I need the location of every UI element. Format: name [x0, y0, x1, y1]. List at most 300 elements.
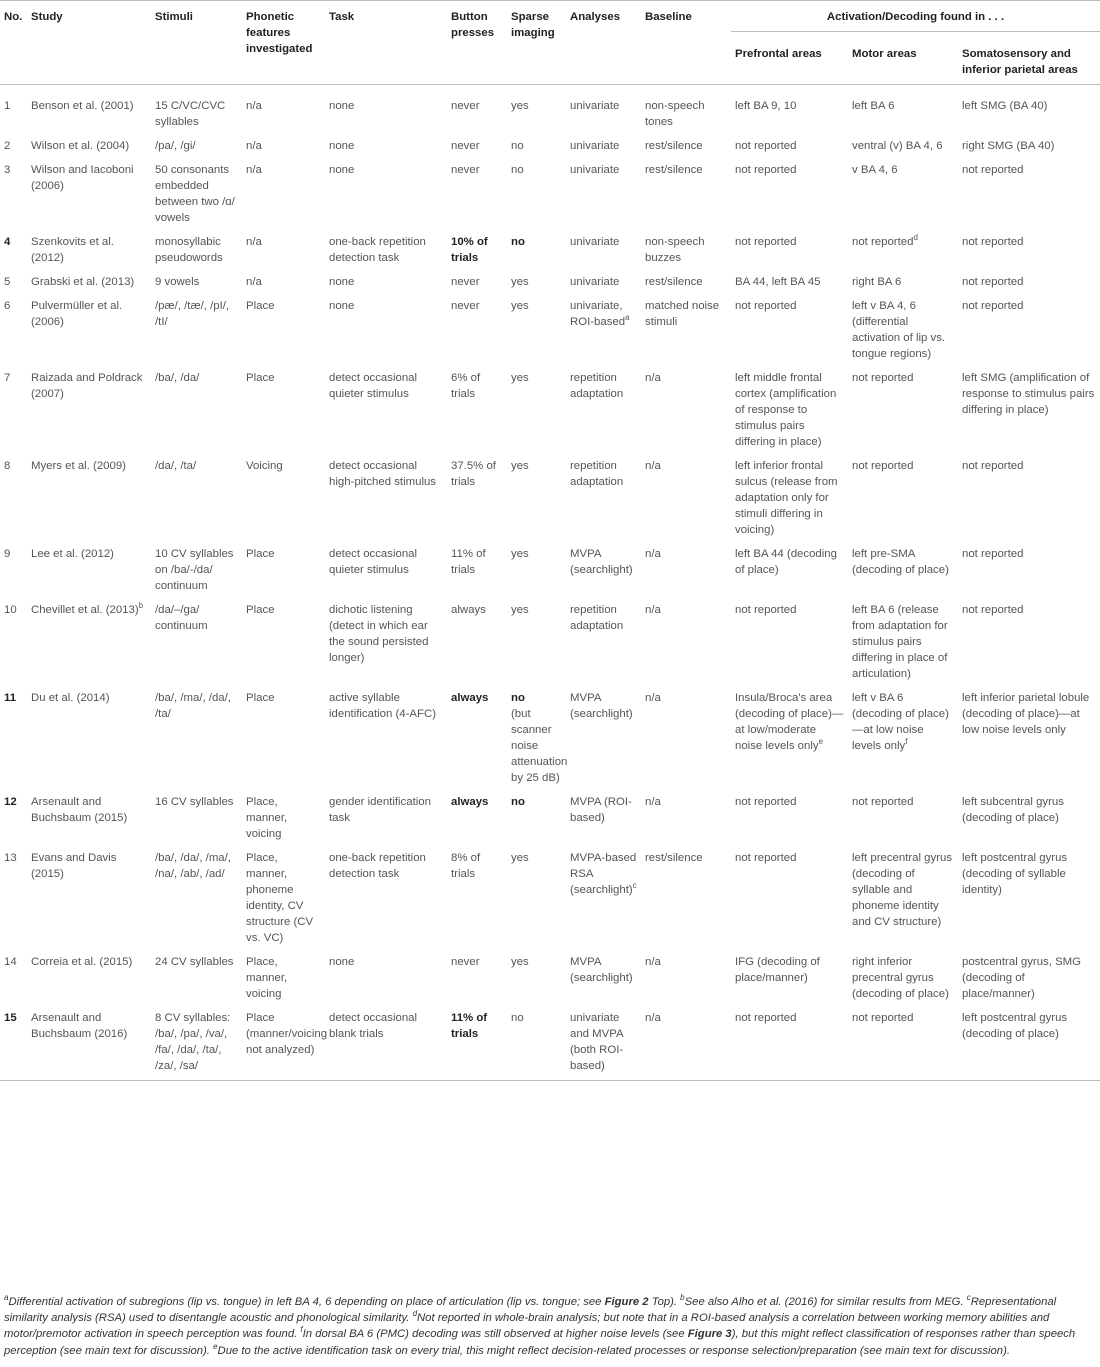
- cell-no-text: 14: [4, 956, 17, 968]
- cell-sparse: [507, 130, 566, 154]
- cell-phonetic-text: n/a: [246, 100, 262, 112]
- cell-motor-text: left BA 6 (release from adaptation for stimulus pairs differing in place of articulation): [852, 604, 948, 680]
- cell-task: [325, 362, 447, 450]
- cell-somato-text: left postcentral gyrus (decoding of place): [962, 1012, 1068, 1040]
- cell-analyses-text: univariate: [570, 276, 620, 288]
- cell-analyses-footnote-mark: a: [625, 313, 630, 323]
- footnote-a-mark: a: [4, 1293, 9, 1303]
- header-prefrontal: Prefrontal areas: [735, 48, 822, 60]
- table-body: [0, 85, 1100, 1081]
- cell-study-text: Evans and Davis (2015): [31, 852, 117, 880]
- cell-baseline-text: n/a: [645, 1012, 661, 1024]
- cell-somato: [958, 682, 1100, 786]
- cell-button: [447, 226, 507, 266]
- cell-motor: [848, 682, 958, 786]
- cell-stimuli-text: /pa/, /gi/: [155, 140, 196, 152]
- cell-baseline: [641, 946, 731, 1002]
- footnote-e-mark: e: [213, 1341, 218, 1351]
- table-row: [0, 290, 1100, 362]
- cell-study-text: Pulvermüller et al. (2006): [31, 300, 123, 328]
- cell-phonetic: [242, 946, 325, 1002]
- cell-button: [447, 594, 507, 682]
- cell-no: [0, 362, 27, 450]
- cell-somato: [958, 85, 1100, 131]
- cell-button: [447, 154, 507, 226]
- cell-task-text: gender identification task: [329, 796, 431, 824]
- table-row: [0, 226, 1100, 266]
- cell-analyses: [566, 266, 641, 290]
- cell-sparse-text: yes: [511, 604, 529, 616]
- cell-motor: [848, 786, 958, 842]
- cell-somato: [958, 786, 1100, 842]
- cell-no: [0, 842, 27, 946]
- cell-task-text: none: [329, 100, 355, 112]
- cell-motor: [848, 538, 958, 594]
- cell-study-text: Raizada and Poldrack (2007): [31, 372, 143, 400]
- cell-somato-text: left postcentral gyrus (decoding of syllable identity): [962, 852, 1068, 896]
- cell-stimuli-text: 24 CV syllables: [155, 956, 234, 968]
- cell-analyses-text: univariate and MVPA (both ROI-based): [570, 1012, 624, 1072]
- cell-analyses: [566, 946, 641, 1002]
- cell-no-text: 5: [4, 276, 11, 288]
- cell-sparse: [507, 85, 566, 131]
- header-button-presses: Button presses: [451, 11, 495, 39]
- cell-stimuli: [151, 594, 242, 682]
- cell-motor-text: right BA 6: [852, 276, 902, 288]
- cell-study: [27, 786, 151, 842]
- cell-task: [325, 946, 447, 1002]
- cell-phonetic-text: Place, manner, phoneme identity, CV structure (CV vs. VC): [246, 852, 314, 944]
- cell-analyses-text: repetition adaptation: [570, 460, 624, 488]
- cell-study-text: Myers et al. (2009): [31, 460, 126, 472]
- table-footnotes: [4, 1294, 1096, 1359]
- cell-task: [325, 594, 447, 682]
- cell-baseline-text: rest/silence: [645, 164, 703, 176]
- cell-analyses-text: univariate: [570, 236, 620, 248]
- cell-no: [0, 226, 27, 266]
- cell-motor: [848, 362, 958, 450]
- cell-phonetic: [242, 682, 325, 786]
- footnote-f-figure-ref: Figure 3: [687, 1328, 732, 1341]
- cell-button: [447, 946, 507, 1002]
- cell-task: [325, 682, 447, 786]
- cell-somato: [958, 266, 1100, 290]
- cell-sparse-text: no: [511, 236, 525, 248]
- cell-study-text: Chevillet et al. (2013): [31, 604, 139, 616]
- cell-sparse: [507, 538, 566, 594]
- cell-task: [325, 842, 447, 946]
- cell-no-text: 11: [4, 692, 17, 704]
- cell-button-text: never: [451, 164, 480, 176]
- cell-button-text: never: [451, 956, 480, 968]
- cell-somato-text: left subcentral gyrus (decoding of place): [962, 796, 1064, 824]
- cell-motor: [848, 266, 958, 290]
- cell-prefrontal-text: left BA 9, 10: [735, 100, 797, 112]
- cell-sparse: [507, 154, 566, 226]
- cell-stimuli-text: /ba/, /ma/, /da/, /ta/: [155, 692, 231, 720]
- cell-task: [325, 226, 447, 266]
- cell-phonetic: [242, 130, 325, 154]
- cell-button: [447, 842, 507, 946]
- cell-motor-footnote-mark: d: [913, 233, 918, 243]
- cell-phonetic: [242, 154, 325, 226]
- cell-sparse-text: no: [511, 796, 525, 808]
- cell-prefrontal-text: not reported: [735, 852, 797, 864]
- cell-analyses: [566, 226, 641, 266]
- cell-somato: [958, 226, 1100, 266]
- cell-motor: [848, 130, 958, 154]
- cell-baseline-text: n/a: [645, 372, 661, 384]
- cell-baseline-text: matched noise stimuli: [645, 300, 720, 328]
- cell-somato: [958, 450, 1100, 538]
- cell-task: [325, 266, 447, 290]
- cell-analyses: [566, 682, 641, 786]
- cell-sparse-text: yes: [511, 100, 529, 112]
- cell-sparse: [507, 786, 566, 842]
- cell-stimuli-text: 8 CV syllables: /ba/, /pa/, /va/, /fa/, /da/, /ta/, /za/, /sa/: [155, 1012, 231, 1072]
- cell-prefrontal-text: not reported: [735, 300, 797, 312]
- cell-motor: [848, 594, 958, 682]
- cell-study: [27, 1002, 151, 1081]
- cell-baseline: [641, 85, 731, 131]
- cell-phonetic: [242, 362, 325, 450]
- cell-prefrontal: [731, 538, 848, 594]
- cell-button-text: always: [451, 604, 486, 616]
- cell-stimuli: [151, 226, 242, 266]
- cell-analyses-text: univariate: [570, 100, 620, 112]
- cell-study-text: Arsenault and Buchsbaum (2016): [31, 1012, 128, 1040]
- table-row: [0, 154, 1100, 226]
- cell-analyses-text: MVPA-based RSA (searchlight): [570, 852, 637, 896]
- cell-somato: [958, 842, 1100, 946]
- cell-prefrontal-text: not reported: [735, 140, 797, 152]
- cell-sparse: [507, 946, 566, 1002]
- cell-task-text: detect occasional blank trials: [329, 1012, 418, 1040]
- cell-no-text: 2: [4, 140, 11, 152]
- cell-somato: [958, 154, 1100, 226]
- cell-analyses: [566, 1002, 641, 1081]
- cell-analyses: [566, 842, 641, 946]
- cell-baseline: [641, 266, 731, 290]
- cell-no: [0, 946, 27, 1002]
- cell-baseline-text: n/a: [645, 548, 661, 560]
- cell-somato-text: not reported: [962, 460, 1024, 472]
- cell-baseline-text: n/a: [645, 956, 661, 968]
- cell-stimuli: [151, 946, 242, 1002]
- cell-somato-text: postcentral gyrus, SMG (decoding of place/manner): [962, 956, 1082, 1000]
- footnote-a-text: Differential activation of subregions (lip vs. tongue) in left BA 4, 6 depending on place of articulation (lip vs. tongue; see: [8, 1296, 605, 1308]
- cell-baseline: [641, 226, 731, 266]
- footnote-d-text: Not reported in whole-brain analysis; but note that in a ROI-based analysis a correlation between working memory abilities and motor/premotor activation in speech perception was found.: [4, 1312, 1050, 1341]
- cell-stimuli: [151, 154, 242, 226]
- cell-no-text: 13: [4, 852, 17, 864]
- cell-baseline-text: n/a: [645, 604, 661, 616]
- cell-stimuli: [151, 842, 242, 946]
- footnote-b-text: See also Alho et al. (2016) for similar results from MEG.: [684, 1296, 964, 1308]
- cell-baseline: [641, 538, 731, 594]
- cell-baseline: [641, 786, 731, 842]
- cell-no-text: 7: [4, 372, 11, 384]
- cell-prefrontal: [731, 154, 848, 226]
- cell-stimuli: [151, 362, 242, 450]
- cell-sparse: [507, 266, 566, 290]
- cell-phonetic-text: n/a: [246, 140, 262, 152]
- cell-analyses: [566, 538, 641, 594]
- cell-phonetic: [242, 538, 325, 594]
- cell-task: [325, 290, 447, 362]
- cell-prefrontal: [731, 842, 848, 946]
- cell-prefrontal: [731, 786, 848, 842]
- cell-study-text: Du et al. (2014): [31, 692, 110, 704]
- cell-motor-text: left precentral gyrus (decoding of syllable and phoneme identity and CV structure): [852, 852, 953, 928]
- cell-study: [27, 266, 151, 290]
- cell-button: [447, 538, 507, 594]
- cell-study-text: Wilson et al. (2004): [31, 140, 130, 152]
- cell-no-text: 12: [4, 796, 17, 808]
- cell-stimuli: [151, 85, 242, 131]
- cell-motor-text: not reported: [852, 460, 914, 472]
- cell-motor-footnote-mark: f: [905, 737, 908, 747]
- cell-task-text: one-back repetition detection task: [329, 236, 426, 264]
- cell-analyses: [566, 130, 641, 154]
- cell-study-footnote-mark: b: [138, 601, 144, 611]
- cell-baseline: [641, 290, 731, 362]
- cell-sparse: [507, 842, 566, 946]
- cell-phonetic: [242, 450, 325, 538]
- cell-study: [27, 226, 151, 266]
- cell-somato-text: left SMG (amplification of response to stimulus pairs differing in place): [962, 372, 1095, 416]
- cell-no-text: 6: [4, 300, 11, 312]
- cell-button-text: 11% of trials: [451, 548, 486, 576]
- cell-motor-text: left BA 6: [852, 100, 895, 112]
- footnote-c-text: Representational similarity analysis (RSA) used to disentangle acoustic and phonological similarity.: [4, 1296, 1057, 1325]
- cell-study-text: Grabski et al. (2013): [31, 276, 135, 288]
- cell-somato: [958, 130, 1100, 154]
- cell-task-text: dichotic listening (detect in which ear the sound persisted longer): [329, 604, 429, 664]
- cell-task-text: one-back repetition detection task: [329, 852, 426, 880]
- cell-stimuli-text: /ba/, /da/, /ma/, /na/, /ab/, /ad/: [155, 852, 231, 880]
- cell-stimuli: [151, 682, 242, 786]
- cell-button: [447, 266, 507, 290]
- cell-sparse: [507, 362, 566, 450]
- header-study: Study: [31, 11, 63, 23]
- cell-button: [447, 362, 507, 450]
- cell-prefrontal: [731, 682, 848, 786]
- cell-analyses-text: MVPA (ROI-based): [570, 796, 632, 824]
- cell-baseline-text: n/a: [645, 796, 661, 808]
- cell-study-text: Correia et al. (2015): [31, 956, 133, 968]
- cell-sparse-text: no: [511, 164, 524, 176]
- cell-stimuli-text: monosyllabic pseudowords: [155, 236, 223, 264]
- table-row: [0, 450, 1100, 538]
- cell-no-text: 10: [4, 604, 17, 616]
- cell-phonetic: [242, 1002, 328, 1081]
- cell-somato: [958, 946, 1100, 1002]
- cell-button: [447, 682, 507, 786]
- cell-task: [325, 538, 447, 594]
- cell-study: [27, 946, 151, 1002]
- cell-study: [27, 682, 151, 786]
- cell-prefrontal: [731, 450, 848, 538]
- cell-phonetic-text: Place: [246, 548, 275, 560]
- cell-phonetic: [242, 226, 325, 266]
- cell-stimuli: [151, 1002, 242, 1081]
- cell-sparse-text: yes: [511, 276, 529, 288]
- cell-analyses: [566, 786, 641, 842]
- cell-prefrontal: [731, 130, 848, 154]
- cell-somato-text: left inferior parietal lobule (decoding of place)—at low noise levels only: [962, 692, 1090, 736]
- cell-prefrontal: [731, 1002, 848, 1081]
- cell-no-text: 9: [4, 548, 11, 560]
- cell-no: [0, 154, 27, 226]
- cell-prefrontal-text: IFG (decoding of place/manner): [735, 956, 820, 984]
- cell-sparse: [507, 594, 566, 682]
- cell-task: [325, 1002, 447, 1081]
- cell-button-text: 6% of trials: [451, 372, 481, 400]
- table-row: [0, 842, 1100, 946]
- cell-sparse-text: yes: [511, 300, 529, 312]
- cell-stimuli: [151, 130, 242, 154]
- cell-motor: [848, 226, 958, 266]
- cell-motor-text: not reported: [852, 1012, 914, 1024]
- cell-task: [325, 450, 447, 538]
- cell-sparse-text: yes: [511, 460, 529, 472]
- cell-baseline: [641, 594, 731, 682]
- cell-somato-text: not reported: [962, 300, 1024, 312]
- cell-prefrontal-footnote-mark: e: [818, 737, 824, 747]
- cell-button-text: always: [451, 796, 489, 808]
- table-row: [0, 682, 1100, 786]
- cell-phonetic: [242, 85, 325, 131]
- cell-motor: [848, 290, 958, 362]
- cell-baseline: [641, 682, 731, 786]
- cell-prefrontal-text: Insula/Broca's area (decoding of place)—at low/moderate noise levels only: [735, 692, 844, 752]
- cell-sparse: [507, 1002, 566, 1081]
- cell-analyses: [566, 594, 641, 682]
- cell-prefrontal-text: left middle frontal cortex (amplification of response to stimulus pairs differing in place): [735, 372, 837, 448]
- cell-prefrontal-text: not reported: [735, 604, 797, 616]
- cell-study-text: Arsenault and Buchsbaum (2015): [31, 796, 128, 824]
- cell-study-text: Lee et al. (2012): [31, 548, 114, 560]
- cell-stimuli-text: 9 vowels: [155, 276, 200, 288]
- cell-button: [447, 85, 507, 131]
- table-row: [0, 538, 1100, 594]
- footnote-e-text: Due to the active identification task on every trial, this might reflect decision-related processes or response selection/preparation (see main text for discussion).: [217, 1344, 1010, 1357]
- cell-study: [27, 362, 151, 450]
- cell-phonetic-text: Place: [246, 372, 275, 384]
- cell-no-text: 3: [4, 164, 11, 176]
- cell-prefrontal-text: not reported: [735, 796, 797, 808]
- cell-phonetic-text: Place: [246, 300, 275, 312]
- footnote-a-text-end: Top).: [648, 1296, 678, 1308]
- cell-baseline-text: rest/silence: [645, 276, 703, 288]
- cell-sparse-text: yes: [511, 548, 529, 560]
- cell-analyses-text: univariate: [570, 164, 620, 176]
- cell-prefrontal-text: not reported: [735, 164, 797, 176]
- cell-study: [27, 154, 151, 226]
- cell-button-text: never: [451, 140, 480, 152]
- cell-baseline-text: n/a: [645, 460, 661, 472]
- cell-baseline-text: rest/silence: [645, 140, 703, 152]
- cell-baseline: [641, 154, 731, 226]
- footnote-a-figure-ref: Figure 2: [604, 1296, 649, 1308]
- cell-button-text: never: [451, 100, 480, 112]
- footnote-f-text-end: ), but this might reflect classification of responses rather than speech perception (see main text for discussion).: [4, 1328, 1076, 1357]
- cell-stimuli-text: /da/, /ta/: [155, 460, 197, 472]
- cell-stimuli-text: /pæ/, /tæ/, /pI/, /tI/: [155, 300, 230, 328]
- cell-prefrontal: [731, 290, 848, 362]
- table-row: [0, 946, 1100, 1002]
- cell-prefrontal: [731, 226, 848, 266]
- header-somatosensory: Somatosensory and inferior parietal areas: [962, 48, 1078, 76]
- cell-phonetic-text: Place, manner, voicing: [246, 956, 288, 1000]
- cell-analyses: [566, 450, 641, 538]
- cell-phonetic-text: n/a: [246, 164, 262, 176]
- header-sparse-imaging: Sparse imaging: [511, 11, 555, 39]
- cell-button-text: always: [451, 692, 489, 704]
- cell-sparse-text: no: [511, 140, 524, 152]
- cell-motor-text: left pre-SMA (decoding of place): [852, 548, 949, 576]
- cell-phonetic: [242, 786, 325, 842]
- cell-button-text: 37.5% of trials: [451, 460, 496, 488]
- cell-sparse: [507, 290, 566, 362]
- cell-study: [27, 290, 151, 362]
- cell-somato: [958, 362, 1100, 450]
- cell-prefrontal-text: not reported: [735, 1012, 797, 1024]
- cell-baseline-text: n/a: [645, 692, 661, 704]
- cell-button: [447, 1002, 507, 1081]
- cell-stimuli: [151, 450, 242, 538]
- cell-sparse-text: yes: [511, 852, 529, 864]
- cell-somato-text: not reported: [962, 236, 1024, 248]
- cell-task-text: none: [329, 164, 355, 176]
- cell-motor: [848, 154, 958, 226]
- header-stimuli: Stimuli: [155, 11, 193, 23]
- cell-analyses: [566, 290, 641, 362]
- cell-baseline-text: non-speech buzzes: [645, 236, 705, 264]
- cell-phonetic-text: n/a: [246, 236, 262, 248]
- cell-no-text: 8: [4, 460, 11, 472]
- cell-somato: [958, 538, 1100, 594]
- cell-phonetic: [242, 290, 325, 362]
- cell-prefrontal: [731, 266, 848, 290]
- cell-phonetic: [242, 594, 325, 682]
- cell-study: [27, 594, 151, 682]
- cell-task-text: active syllable identification (4-AFC): [329, 692, 436, 720]
- cell-motor-text: not reported: [852, 796, 914, 808]
- header-task: Task: [329, 11, 355, 23]
- cell-study: [27, 842, 151, 946]
- cell-analyses-text: repetition adaptation: [570, 604, 624, 632]
- header-motor: Motor areas: [852, 48, 917, 60]
- header-baseline: Baseline: [645, 11, 692, 23]
- table-row: [0, 594, 1100, 682]
- cell-somato-text: left SMG (BA 40): [962, 100, 1048, 112]
- cell-somato-text: not reported: [962, 164, 1024, 176]
- cell-stimuli: [151, 290, 242, 362]
- footnote-c-mark: c: [966, 1293, 971, 1303]
- cell-no: [0, 450, 27, 538]
- cell-sparse-text: yes: [511, 372, 529, 384]
- cell-no-text: 15: [4, 1012, 17, 1024]
- cell-no: [0, 85, 27, 131]
- cell-baseline: [641, 130, 731, 154]
- cell-somato: [958, 594, 1100, 682]
- cell-button-text: 8% of trials: [451, 852, 481, 880]
- cell-motor: [848, 1002, 958, 1081]
- cell-study: [27, 85, 151, 131]
- cell-sparse: [507, 226, 566, 266]
